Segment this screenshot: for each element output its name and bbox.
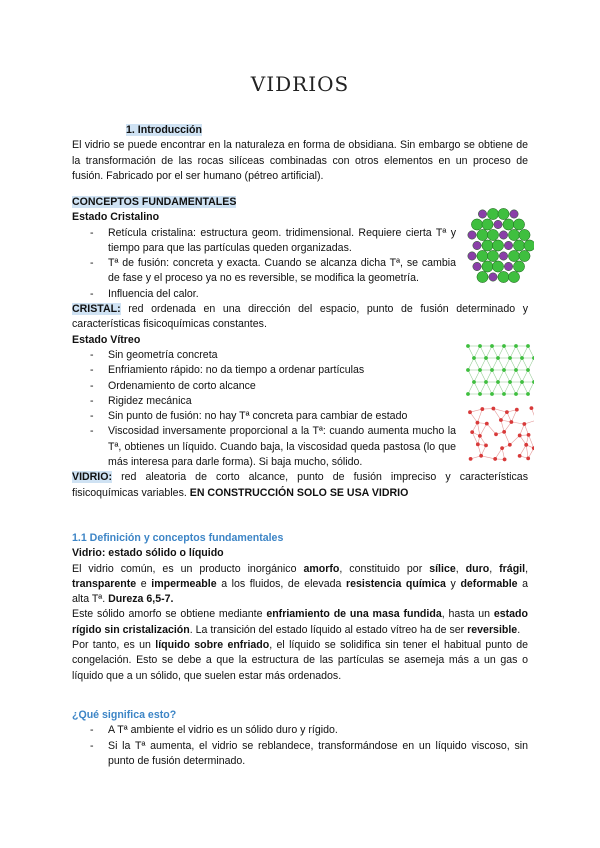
bond-line	[492, 358, 498, 370]
bond-line	[480, 346, 486, 358]
atom	[492, 240, 503, 251]
atom	[469, 457, 473, 461]
atom	[478, 344, 482, 348]
atom	[503, 219, 514, 230]
significa-section	[72, 708, 528, 769]
list-item: - Rigidez mecánica	[72, 394, 456, 409]
atom	[468, 231, 476, 239]
atom	[466, 392, 470, 396]
atom	[484, 380, 488, 384]
bond-line	[470, 409, 482, 412]
atom	[526, 368, 530, 372]
atom	[532, 446, 534, 450]
bond-line	[470, 412, 477, 422]
conceptos-section	[72, 195, 528, 501]
atom	[473, 241, 481, 249]
bond-line	[504, 382, 510, 394]
bond-line	[522, 358, 528, 370]
bond-line	[498, 370, 504, 382]
bond-line	[498, 382, 504, 394]
bond-line	[510, 358, 516, 370]
atom	[508, 271, 519, 282]
list-item: - Ordenamiento de corto alcance	[72, 379, 456, 394]
intro-text: El vidrio se puede encontrar en la naturaleza en forma de obsidiana. Sin embargo se obtiene de la transformación de las rocas silíceas combinadas con otros elementos en un proceso de fusión. Fabricado por el ser humano (pétreo artificial).	[72, 139, 528, 182]
atom	[508, 443, 512, 447]
bond-line	[492, 382, 498, 394]
atom	[518, 434, 522, 438]
atom	[490, 392, 494, 396]
bond-line	[487, 424, 496, 435]
atom	[502, 344, 506, 348]
atom	[472, 356, 476, 360]
bond-line	[516, 358, 522, 370]
bond-line	[480, 382, 486, 394]
definicion-paragraph-3: Por tanto, es un líquido sobre enfriado, el líquido se solidifica sin tener el habitual punto de congelación. Esto se debe a que la estructura de las partículas se asemeja más a un gas o líquido que a un sólido, que suelen estar más ordenados.	[72, 639, 528, 682]
bond-line	[468, 382, 474, 394]
ordered-network-illustration	[462, 340, 534, 402]
atom	[513, 219, 524, 230]
atom	[520, 380, 524, 384]
bond-line	[480, 358, 486, 370]
definicion-subheading: Vidrio: estado sólido o líquido	[72, 547, 224, 560]
bond-line	[480, 424, 487, 436]
bond-line	[520, 445, 527, 456]
atom	[478, 368, 482, 372]
list-item: - Sin punto de fusión: no hay Tª concreta para cambiar de estado	[72, 409, 456, 424]
atom	[505, 410, 509, 414]
atom	[522, 422, 526, 426]
atom	[487, 250, 498, 261]
atom	[520, 356, 524, 360]
atom	[468, 410, 472, 414]
atom	[500, 446, 504, 450]
bond-line	[510, 346, 516, 358]
atom	[476, 421, 480, 425]
list-item: - Tª de fusión: concreta y exacta. Cuando se alcanza dicha Tª, se cambia de fase y el proceso ya no es reversible, se modifica la geometría.	[72, 256, 456, 287]
list-item: - A Tª ambiente el vidrio es un sólido duro y rígido.	[72, 723, 528, 738]
intro-heading: 1. Introducción	[126, 124, 202, 136]
atom	[493, 457, 497, 461]
atom	[478, 392, 482, 396]
bond-line	[486, 382, 492, 394]
atom	[530, 406, 534, 410]
atom	[526, 456, 530, 460]
list-item: - Influencia del calor.	[72, 287, 456, 302]
bond-line	[486, 370, 492, 382]
random-network-illustration	[464, 404, 534, 468]
bond-line	[474, 370, 480, 382]
bond-line	[468, 358, 474, 370]
bond-line	[522, 370, 528, 382]
definicion-heading: 1.1 Definición y conceptos fundamentales	[72, 532, 284, 544]
significa-list	[72, 723, 528, 769]
bond-line	[510, 382, 516, 394]
atom	[482, 240, 493, 251]
bond-line	[510, 370, 516, 382]
bond-line	[481, 456, 495, 459]
atom	[503, 458, 507, 462]
atom	[466, 344, 470, 348]
atom	[524, 240, 534, 251]
atom	[479, 454, 483, 458]
list-item: - Sin geometría concreta	[72, 348, 456, 363]
atom	[527, 433, 531, 437]
atom	[532, 356, 534, 360]
bond-line	[516, 370, 522, 382]
atom	[509, 420, 513, 424]
atom	[519, 229, 530, 240]
conceptos-heading: CONCEPTOS FUNDAMENTALES	[72, 196, 237, 208]
atom	[513, 261, 524, 272]
atom	[482, 261, 493, 272]
atom	[532, 380, 534, 384]
atom	[492, 261, 503, 272]
atom	[480, 407, 484, 411]
bond-line	[480, 370, 486, 382]
vidrio-definition: VIDRIO: red aleatoria de corto alcance, punto de fusión impreciso y características fisicoquímicas variables. EN CONSTRUCCIÓN SOLO SE USA VIDRIO	[72, 471, 528, 499]
definicion-paragraph-1: El vidrio común, es un producto inorgánico amorfo, constituido por sílice, duro, frágil, transparente e impermeable a los fluidos, de elevada resistencia química y deformable a alta Tª. Dureza 6,5-7.	[72, 562, 529, 606]
bond-line	[495, 448, 502, 459]
bond-line	[474, 346, 480, 358]
bond-line	[504, 346, 510, 358]
bond-line	[522, 346, 528, 358]
atom	[478, 210, 486, 218]
atom	[499, 418, 503, 422]
list-item: - Retícula cristalina: estructura geom. tridimensional. Requiere cierta Tª y tiempo para que las partículas queden organizadas.	[72, 226, 456, 257]
atom	[476, 442, 480, 446]
atom	[484, 356, 488, 360]
atom	[470, 430, 474, 434]
bond-line	[486, 358, 492, 370]
atom	[491, 407, 495, 411]
atom	[487, 229, 498, 240]
atom	[494, 432, 498, 436]
atom	[510, 210, 518, 218]
bond-line	[477, 409, 482, 423]
atom	[477, 271, 488, 282]
cristalino-heading: Estado Cristalino	[72, 211, 160, 224]
atom	[478, 434, 482, 438]
atom	[477, 229, 488, 240]
atom	[519, 250, 530, 261]
bond-line	[511, 410, 516, 422]
atom	[508, 250, 519, 261]
atom	[490, 344, 494, 348]
significa-heading: ¿Qué significa esto?	[72, 709, 177, 721]
bond-line	[511, 422, 524, 424]
bond-line	[510, 435, 520, 444]
definicion-paragraph-2: Este sólido amorfo se obtiene mediante enfriamiento de una masa fundida, hasta un estado rígido sin cristalización. La transición del estado líquido al estado vítreo ha de ser reversible.	[72, 608, 528, 636]
list-item: - Enfriamiento rápido: no da tiempo a ordenar partículas	[72, 363, 456, 378]
bond-line	[504, 358, 510, 370]
list-item: - Viscosidad inversamente proporcional a la Tª: cuando aumenta mucho la Tª, obtienes un líquido. Cuando baja, la viscosidad queda pastosa (lo que más interesa para darle forma). Si baja mucho, sólido.	[72, 424, 456, 470]
bond-line	[504, 432, 510, 445]
atom	[513, 240, 524, 251]
atom	[487, 208, 498, 219]
atom	[472, 380, 476, 384]
atom	[498, 208, 509, 219]
document-title: VIDRIOS	[250, 72, 350, 96]
atom	[489, 273, 497, 281]
atom	[508, 229, 519, 240]
bond-line	[474, 358, 480, 370]
atom	[496, 356, 500, 360]
definicion-section	[72, 531, 528, 684]
vitreo-list	[72, 348, 456, 470]
atom	[496, 380, 500, 384]
atom	[514, 344, 518, 348]
bond-line	[528, 346, 534, 358]
atom	[526, 392, 530, 396]
atom	[468, 252, 476, 260]
atom	[508, 380, 512, 384]
atom	[502, 368, 506, 372]
atom	[518, 454, 522, 458]
atom	[502, 430, 506, 434]
atom	[473, 262, 481, 270]
atom	[485, 422, 489, 426]
atom	[524, 443, 528, 447]
atom	[499, 252, 507, 260]
atom	[484, 443, 488, 447]
bond-line	[477, 423, 479, 436]
bond-line	[516, 382, 522, 394]
atom	[508, 356, 512, 360]
atom	[504, 262, 512, 270]
atom	[498, 271, 509, 282]
list-item: - Si la Tª aumenta, el vidrio se reblandece, transformándose en un líquido viscoso, sin punto de fusión determinado.	[72, 739, 528, 770]
bond-line	[468, 346, 474, 358]
bond-line	[472, 432, 478, 444]
bond-line	[492, 346, 498, 358]
atom	[515, 408, 519, 412]
atom	[514, 368, 518, 372]
bond-line	[528, 370, 534, 382]
atom	[514, 392, 518, 396]
atom	[477, 250, 488, 261]
atom	[504, 241, 512, 249]
bond-line	[498, 358, 504, 370]
atom	[526, 344, 530, 348]
vitreo-heading: Estado Vítreo	[72, 333, 141, 346]
bond-line	[492, 370, 498, 382]
bond-line	[526, 445, 528, 459]
atom	[471, 219, 482, 230]
bond-line	[528, 358, 534, 370]
bond-line	[486, 346, 492, 358]
bond-line	[498, 346, 504, 358]
bond-line	[522, 382, 528, 394]
cristal-definition: CRISTAL: red ordenada en una dirección del espacio, punto de fusión determinado y características fisicoquímicas constantes.	[72, 303, 528, 331]
atom	[502, 392, 506, 396]
bond-line	[504, 370, 510, 382]
cristalino-list	[72, 226, 456, 302]
atom	[499, 231, 507, 239]
bond-line	[468, 370, 474, 382]
atom	[482, 219, 493, 230]
atom	[466, 368, 470, 372]
bond-line	[528, 382, 534, 394]
atom	[494, 220, 502, 228]
crystal-lattice-illustration	[462, 204, 534, 288]
intro-section	[72, 123, 528, 184]
atom	[490, 368, 494, 372]
bond-line	[516, 346, 522, 358]
bond-line	[474, 382, 480, 394]
